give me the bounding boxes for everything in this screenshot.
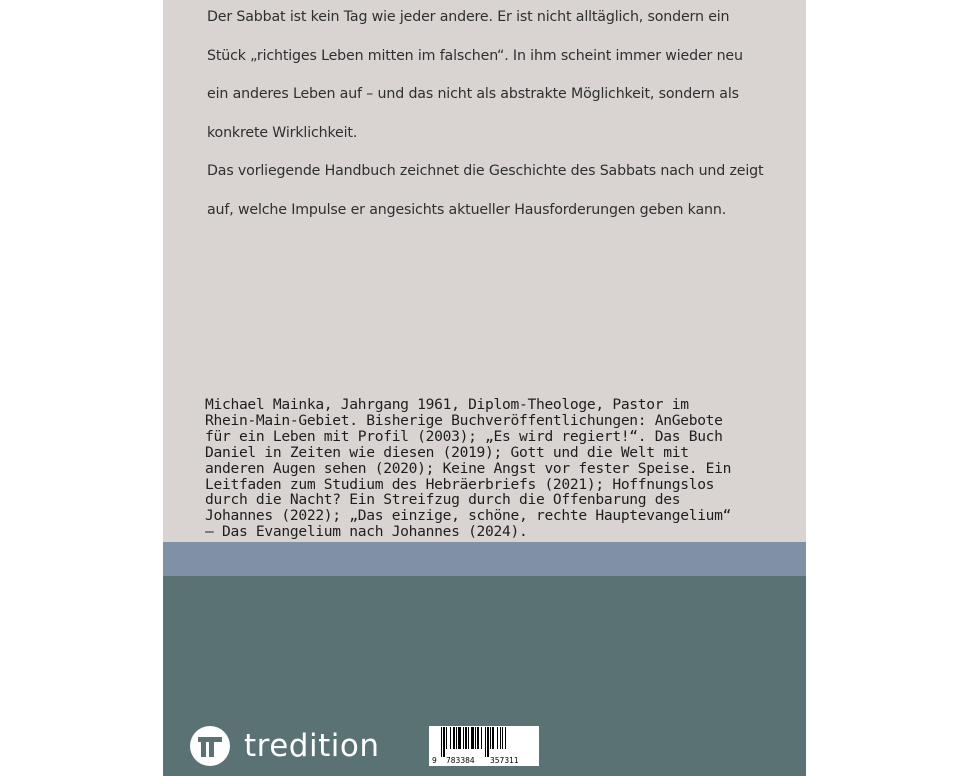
barcode-group-1: 783384 bbox=[446, 756, 475, 765]
color-band bbox=[163, 542, 806, 576]
barcode-group-2: 357311 bbox=[490, 756, 519, 765]
author-bio: Michael Mainka, Jahrgang 1961, Diplom-Theologe, Pastor im Rhein-Main-Gebiet. Bisherige Buchveröffentlichungen: AnGebote für ein Leben mit Profil (2003); „Es wird regiert!“. Das Buch Daniel in Zeiten wie diesen (2019); Gott und die Welt mit anderen Augen sehen (2020); Keine Angst vor fester Speise. Ein Leitfaden zum Studium des Hebräerbriefs (2021); Hoffnungslos durch die Nacht? Ein Streifzug durch die Offenbarung des Johannes (2022); „Das einzige, schöne, rechte Hauptevangelium“ – Das Evangelium nach Johannes (2024). bbox=[205, 396, 732, 541]
tredition-logo-icon bbox=[190, 726, 230, 766]
cover-footer bbox=[163, 576, 806, 776]
publisher-name: tredition bbox=[244, 728, 380, 764]
blurb bbox=[207, 0, 767, 229]
book-back-cover bbox=[163, 0, 806, 776]
publisher-logo bbox=[190, 726, 379, 766]
blurb-paragraph-2: Das vorliegende Handbuch zeichnet die Geschichte des Sabbats nach und zeigt auf, welche Impulse er angesichts aktueller Hausforderungen geben kann. bbox=[207, 163, 764, 218]
barcode-lead-digit: 9 bbox=[432, 756, 437, 765]
isbn-barcode bbox=[429, 726, 539, 766]
blurb-paragraph-1: Der Sabbat ist kein Tag wie jeder andere. Er ist nicht alltäglich, sondern ein Stück „richtiges Leben mitten im falschen“. In ihm scheint immer wieder neu ein anderes Leben auf – und das nicht als abstrakte Möglichkeit, sondern als konkrete Wirklichkeit. bbox=[207, 9, 743, 141]
